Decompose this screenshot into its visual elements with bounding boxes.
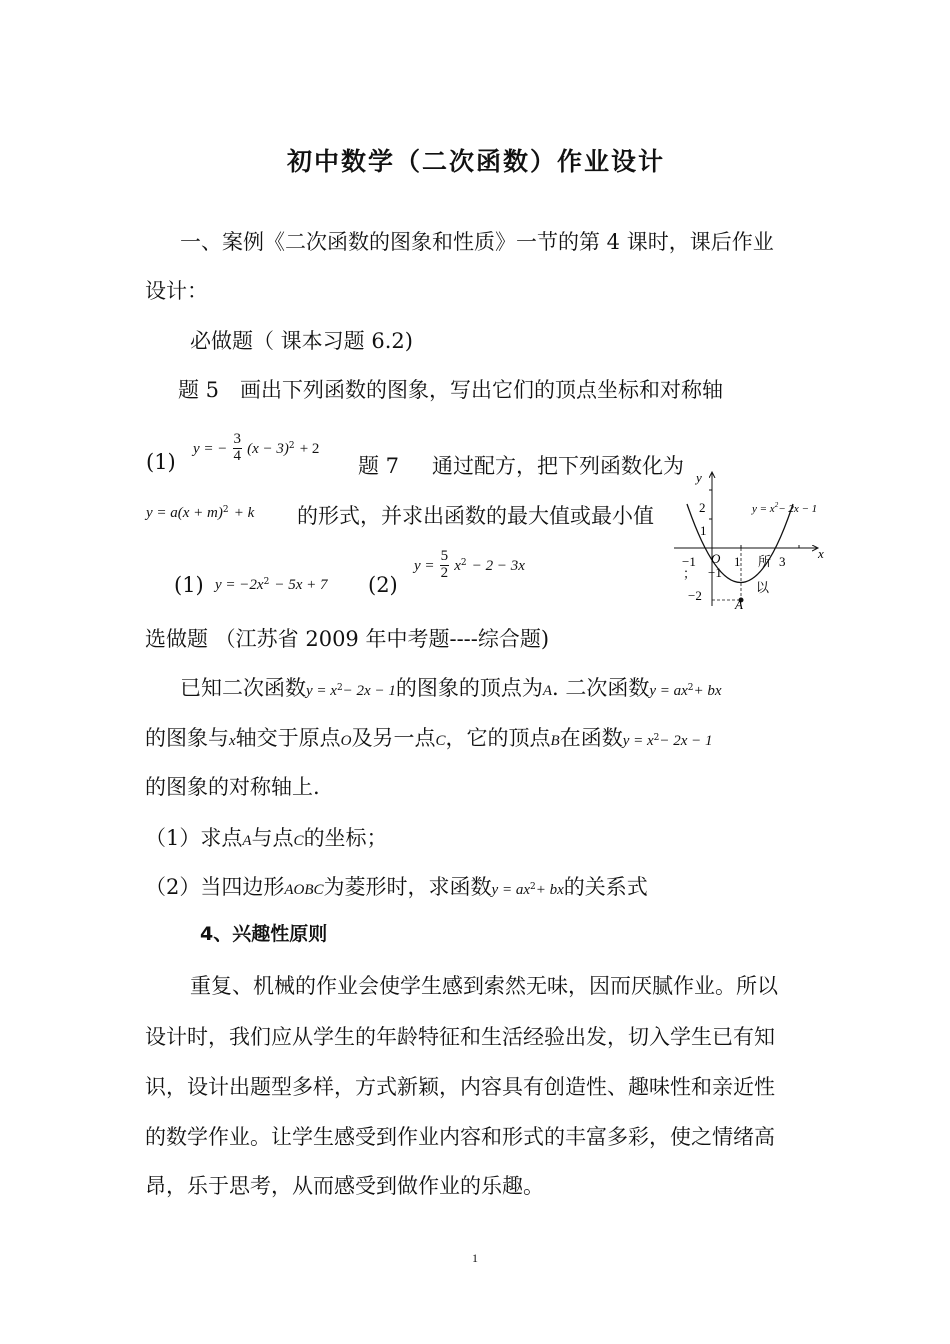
q7-item2-label: (2) bbox=[368, 573, 398, 597]
optional-heading: 选做题 （江苏省 2009 年中考题----综合题) bbox=[145, 627, 550, 651]
tick-x-1: 1 bbox=[734, 554, 741, 569]
q7-form-equation: $y = a(x + m)^2 + k$ bbox=[146, 505, 255, 521]
section4-para-line: 重复、机械的作业会使学生感到索然无味，因而厌腻作业。所以 bbox=[190, 974, 778, 998]
stray-semicolon: ； bbox=[683, 566, 697, 581]
q7-equation1: $y = -2x^2 - 5x + 7$ bbox=[215, 577, 328, 593]
page-title: 初中数学（二次函数）作业设计 bbox=[287, 147, 666, 176]
tick-y-neg1: −1 bbox=[708, 565, 722, 580]
stray-char-2: 以 bbox=[756, 581, 770, 596]
tick-x-neg1: −1 bbox=[682, 554, 696, 569]
q7-item1-label: (1) bbox=[174, 573, 204, 597]
q5-item1-label: (1) bbox=[146, 450, 176, 474]
sub-question-1: （1）求点A与点C的坐标； bbox=[145, 826, 388, 850]
parabola-curve bbox=[687, 504, 793, 583]
case-intro-line1: 一、案例《二次函数的图象和性质》一节的第 4 课时，课后作业 bbox=[180, 230, 774, 254]
required-heading: 必做题（ 课本习题 6.2) bbox=[190, 329, 413, 353]
section4-para-line: 的数学作业。让学生感受到作业内容和形式的丰富多彩，使之情绪高 bbox=[145, 1125, 775, 1149]
vertex-label: A bbox=[735, 597, 743, 612]
y-axis-label: y bbox=[696, 470, 702, 485]
origin-label: O bbox=[711, 551, 721, 566]
sub-question-2: （2）当四边形AOBC为菱形时，求函数$y = ax^2+$ bx的关系式 bbox=[145, 875, 648, 899]
tick-y-neg2: −2 bbox=[688, 588, 702, 603]
problem-line2: 的图象与x轴交于原点O及另一点C，它的顶点B在函数$y = x^2- 2x - 1$ bbox=[145, 726, 713, 750]
problem-line3: 的图象的对称轴上. bbox=[145, 775, 320, 799]
case-intro-line2: 设计： bbox=[145, 279, 208, 303]
section4-para-line: 识，设计出题型多样，方式新颖，内容具有创造性、趣味性和亲近性 bbox=[145, 1075, 775, 1099]
section4-heading: 4、兴趣性原则 bbox=[200, 923, 328, 945]
tick-y-1: 1 bbox=[700, 523, 707, 538]
x-axis-label: x bbox=[818, 546, 824, 561]
curve-label: $y = x^2- 2x - 1$ bbox=[752, 501, 818, 515]
q5-text: 画出下列函数的图象，写出它们的顶点坐标和对称轴 bbox=[240, 378, 723, 402]
q5-label: 题 5 bbox=[178, 378, 220, 402]
page-number: 1 bbox=[472, 1251, 478, 1265]
q7-text: 通过配方，把下列函数化为 bbox=[432, 454, 684, 478]
q5-equation: y = − $\frac{3}{4}$ $(x - 3)^2 + 2$ bbox=[193, 431, 320, 464]
q7-equation2: y = $\frac{5}{2}$ $x^2 - 2 - 3x$ bbox=[414, 548, 525, 581]
parabola-graph bbox=[672, 466, 832, 616]
q7-text2: 的形式，并求出函数的最大值或最小值 bbox=[297, 504, 654, 528]
tick-y-2: 2 bbox=[699, 500, 706, 515]
problem-line1: 已知二次函数$y = x^2- 2x - 1$的图象的顶点为A. 二次函数$y = ax^2+$ bx bbox=[180, 676, 722, 700]
section4-para-line: 昂，乐于思考，从而感受到做作业的乐趣。 bbox=[145, 1174, 544, 1198]
stray-char-1: 所 bbox=[758, 555, 772, 570]
tick-x-3: 3 bbox=[779, 554, 786, 569]
section4-para-line: 设计时，我们应从学生的年龄特征和生活经验出发，切入学生已有知 bbox=[145, 1025, 775, 1049]
q7-label: 题 7 bbox=[358, 454, 400, 478]
